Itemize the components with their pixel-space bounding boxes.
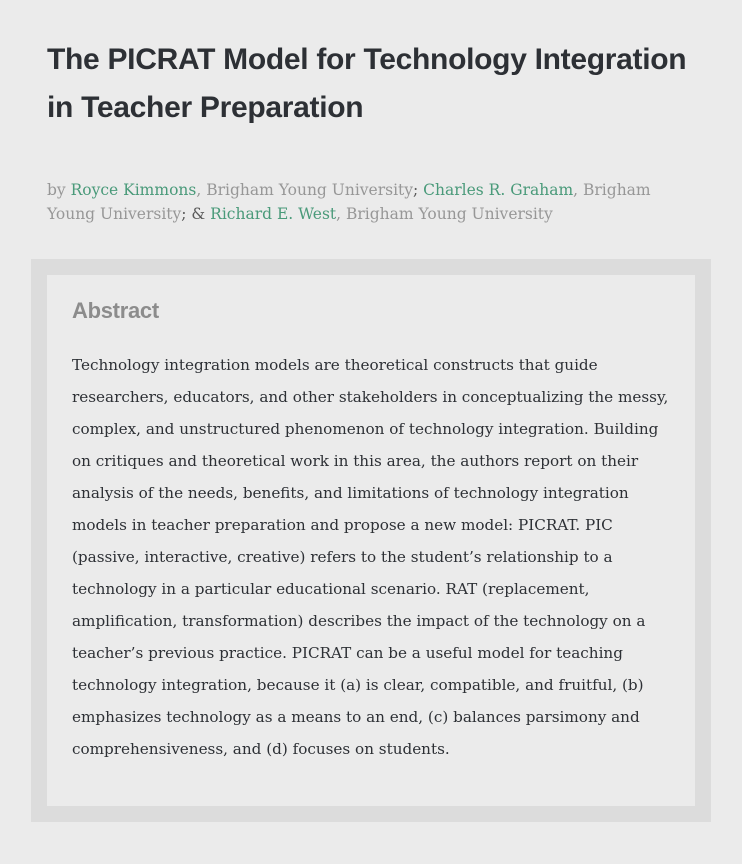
author-link-royce-kimmons[interactable]: Royce Kimmons bbox=[70, 181, 197, 199]
author-affiliation: , Brigham Young University bbox=[196, 181, 414, 199]
author-separator: ; & bbox=[181, 205, 211, 223]
abstract-box bbox=[31, 259, 711, 822]
abstract-panel bbox=[47, 275, 695, 806]
byline-prefix: by bbox=[47, 181, 71, 199]
author-affiliation: , Brigham Young University bbox=[47, 181, 651, 223]
article-title: The PICRAT Model for Technology Integration in Teacher Preparation bbox=[47, 43, 687, 124]
abstract-heading: Abstract bbox=[72, 298, 159, 323]
author-affiliation: , Brigham Young University bbox=[336, 205, 553, 223]
abstract-text: Technology integration models are theoretical constructs that guide researchers, educators, and other stakeholders in conceptualizing the messy, complex, and unstructured phenomenon of technology integration. Building on critiques and theoretical work in this area, the authors report on their analysis of the needs, benefits, and limitations of technology integration models in teacher preparation and propose a new model: PICRAT. PIC (passive, interactive, creative) refers to the student’s relationship to a technology in a particular educational scenario. RAT (replacement, amplification, transformation) describes the impact of the technology on a teacher’s previous practice. PICRAT can be a useful model for teaching technology integration, because it (a) is clear, compatible, and fruitful, (b) emphasizes technology as a means to an end, (c) balances parsimony and comprehensiveness, and (d) focuses on students. bbox=[72, 356, 669, 758]
byline bbox=[47, 178, 677, 226]
author-separator: ; bbox=[413, 181, 424, 199]
author-link-richard-e-west[interactable]: Richard E. West bbox=[210, 205, 337, 223]
author-link-charles-r-graham[interactable]: Charles R. Graham bbox=[423, 181, 574, 199]
